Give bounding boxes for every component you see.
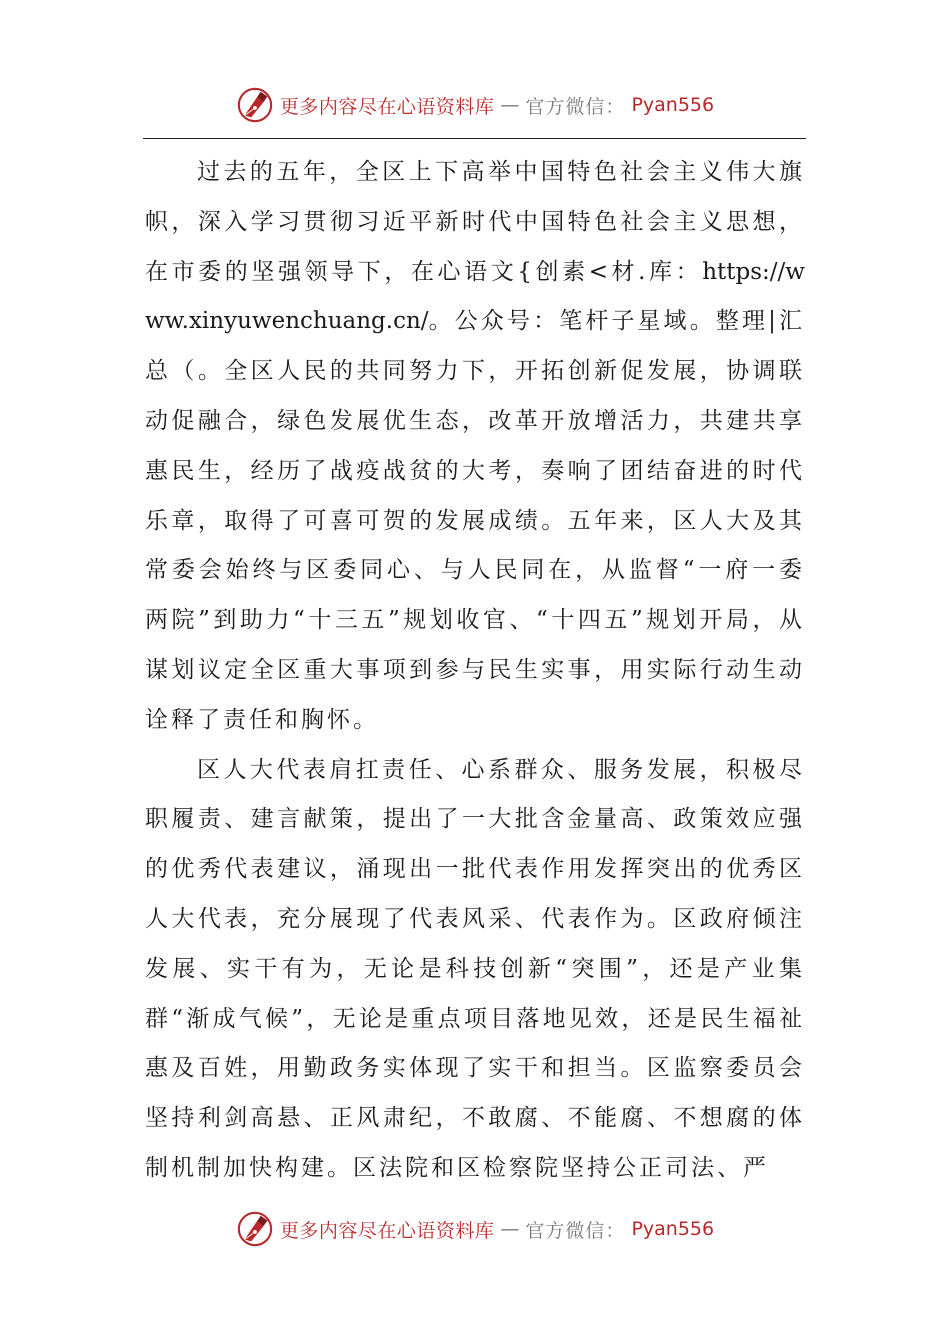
banner-wechat-id: Pyan556: [631, 1218, 715, 1240]
banner-main-text: 更多内容尽在心语资料库: [279, 1219, 495, 1242]
pen-nib-logo-icon: [236, 86, 274, 124]
header-banner: [0, 80, 950, 130]
banner-wechat-label: 官方微信：: [525, 1219, 626, 1242]
footer-banner: [0, 1204, 950, 1254]
header-divider: [143, 138, 806, 139]
paragraph-1-text: 过去的五年，全区上下高举中国特色社会主义伟大旗帜，深入学习贯彻习近平新时代中国特色社会主义思想，在市委的坚强领导下，在心语文{创素<材.库：: [145, 159, 805, 285]
banner-separator: —: [500, 1218, 520, 1240]
paragraph-1-text-continued: 。公众号：笔杆子星域。整理|汇总（。全区人民的共同努力下，开拓创新促发展，协调联动促融合，绿色发展优生态，改革开放增活力，共建共享惠民生，经历了战疫战贫的大考，奏响了团结奋进的时代乐章，取得了可喜可贺的发展成绩。五年来，区人大及其常委会始终与区委同心、与人民同在，从监督“一府一委两院”到助力“十三五”规划收官、“十四五”规划开局，从谋划议定全区重大事项到参与民生实事，用实际行动生动诠释了责任和胸怀。: [145, 308, 805, 733]
document-body: [145, 148, 805, 1194]
banner-wechat-id: Pyan556: [631, 94, 715, 116]
pen-nib-logo-icon: [236, 1210, 274, 1248]
banner-main-text: 更多内容尽在心语资料库: [279, 95, 495, 118]
banner-wechat-label: 官方微信：: [525, 95, 626, 118]
paragraph-2: 区人大代表肩扛责任、心系群众、服务发展，积极尽职履责、建言献策，提出了一大批含金量高、政策效应强的优秀代表建议，涌现出一批代表作用发挥突出的优秀区人大代表，充分展现了代表风采、代表作为。区政府倾注发展、实干有为，无论是科技创新“突围”，还是产业集群“渐成气候”，无论是重点项目落地见效，还是民生福祉惠及百姓，用勤政务实体现了实干和担当。区监察委员会坚持利剑高悬、正风肃纪，不敢腐、不能腐、不想腐的体制机制加快构建。区法院和区检察院坚持公正司法、严: [145, 756, 805, 1181]
paragraph-1: [145, 148, 805, 746]
website-url: https://www.xinyuwenchuang.cn/: [145, 258, 805, 335]
banner-separator: —: [500, 94, 520, 116]
